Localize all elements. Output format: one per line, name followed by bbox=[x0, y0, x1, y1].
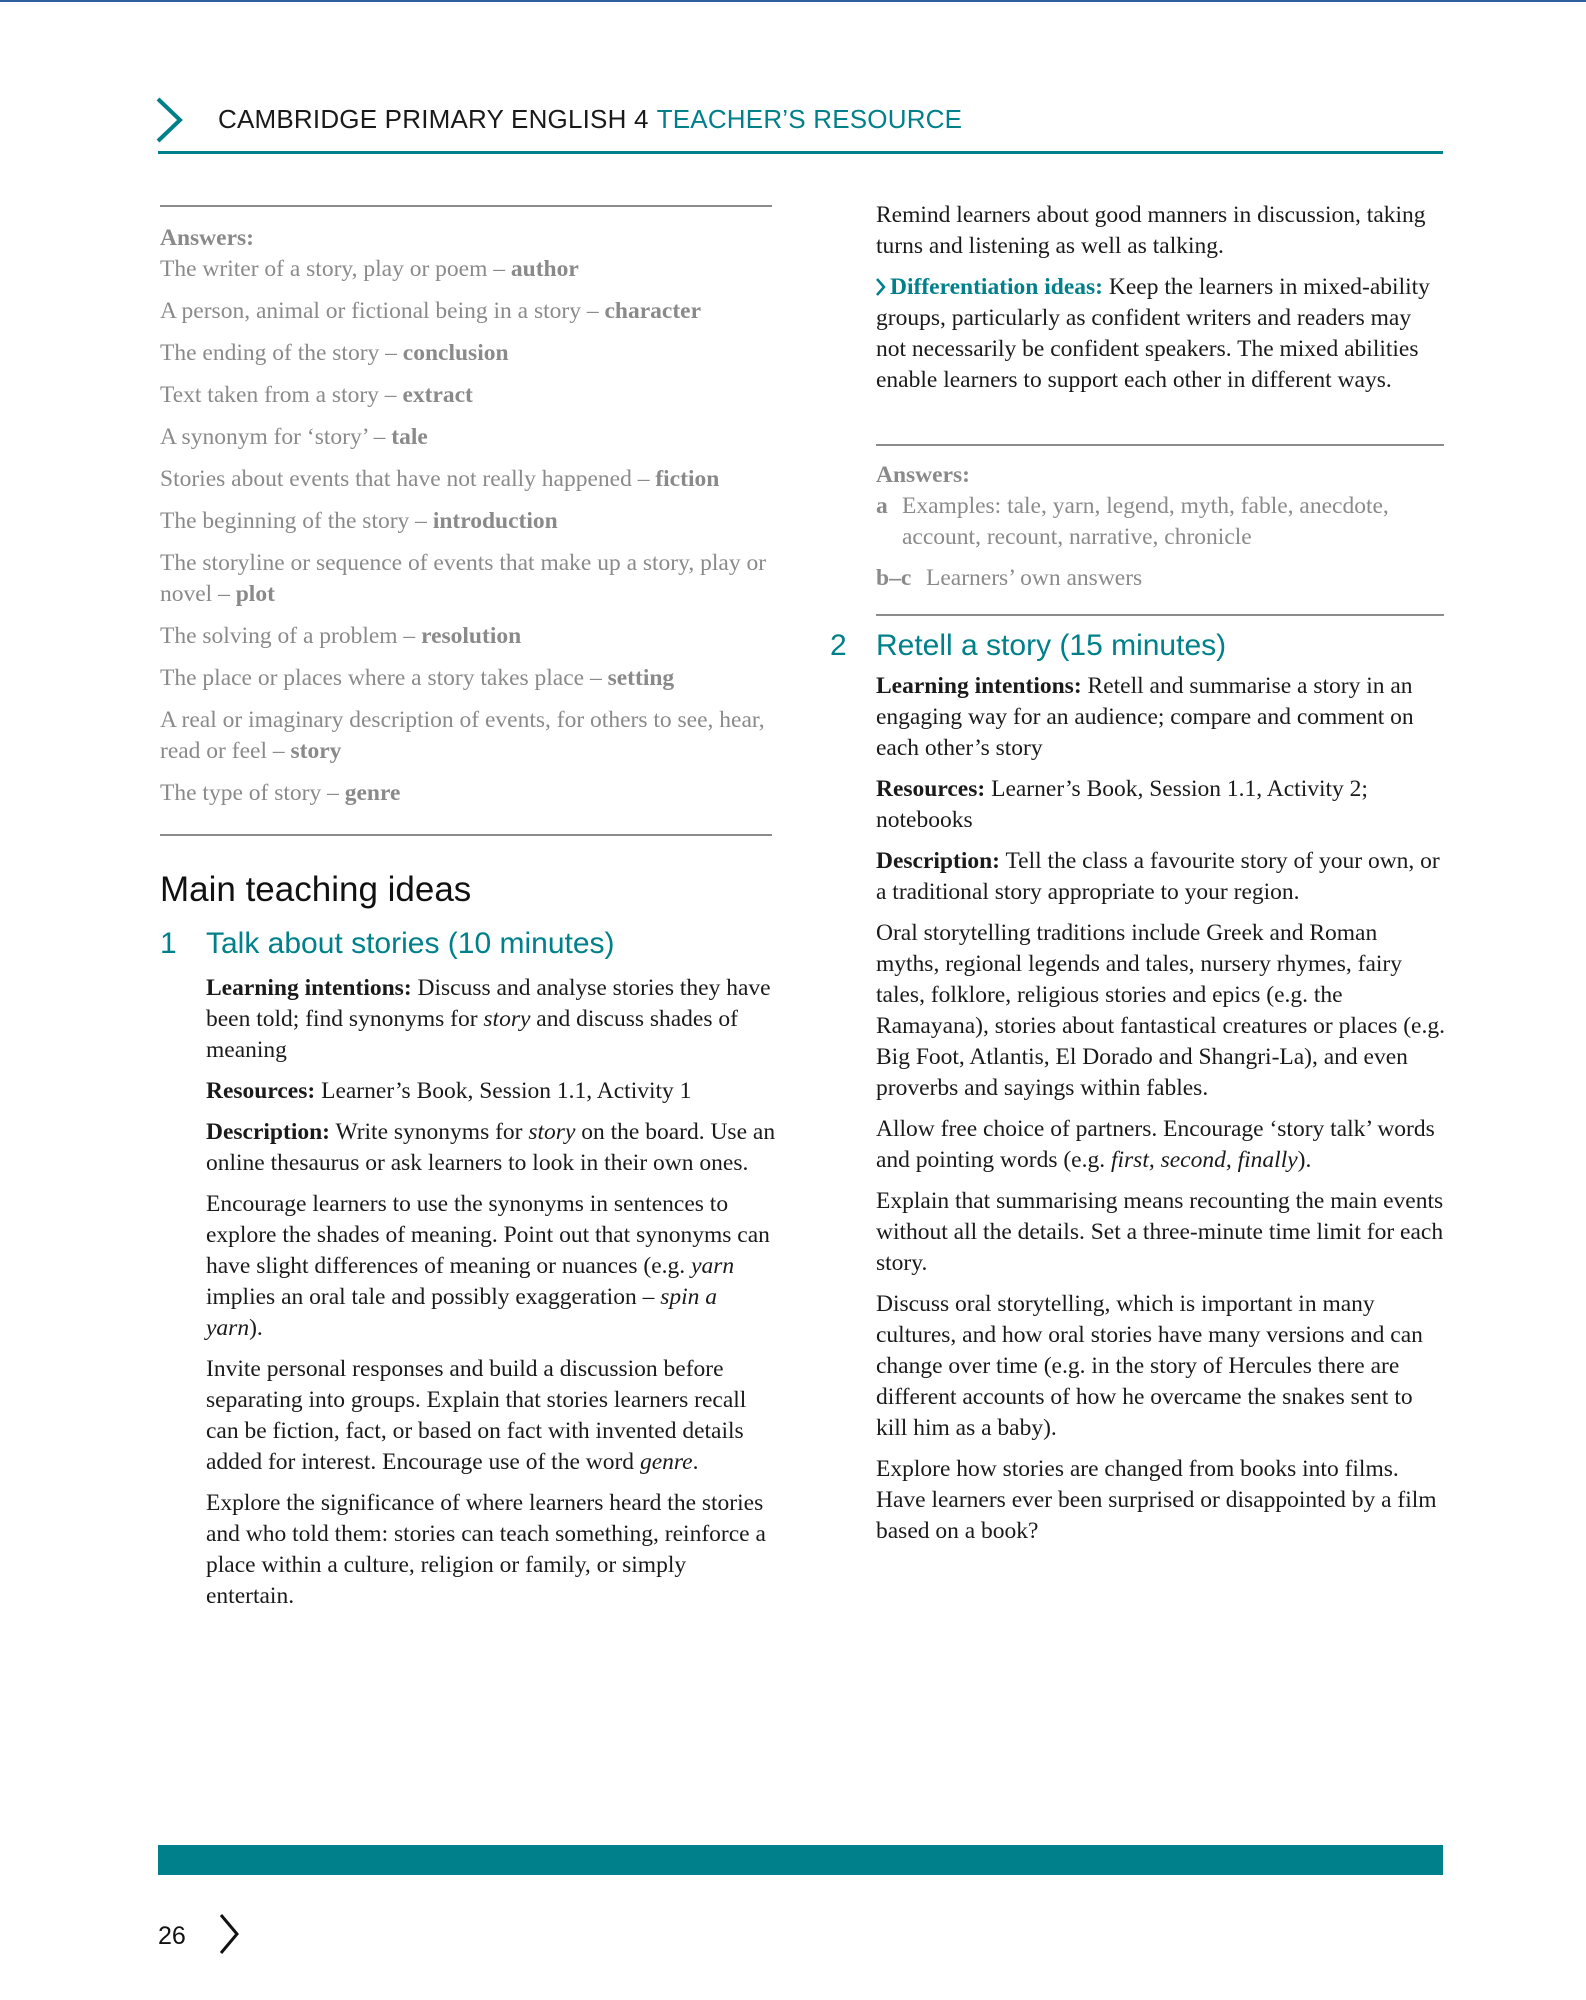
differentiation-ideas: Differentiation ideas: Keep the learners in mixed-ability groups, particularly as confident writers and readers may not necessarily be confident speakers. The mixed abilities enable learners to support each other in different ways. bbox=[876, 274, 1430, 393]
answers-label: Answers: bbox=[876, 462, 970, 488]
resource-title: TEACHER’S RESOURCE bbox=[656, 104, 963, 134]
answer-item: A synonym for ‘story’ – tale bbox=[160, 424, 428, 450]
paragraph: Explain that summarising means recounting the main events without all the details. Set a three-minute time limit for each story. bbox=[876, 1188, 1444, 1276]
answer-item: A real or imaginary description of events, for others to see, hear, read or feel – story bbox=[160, 707, 765, 764]
right-intro-block bbox=[876, 200, 1444, 406]
paragraph: Explore how stories are changed from books into films. Have learners ever been surprised or disappointed by a film based on a book? bbox=[876, 1456, 1437, 1544]
resources: Resources: Learner’s Book, Session 1.1, Activity 1 bbox=[206, 1078, 692, 1104]
footer-bar bbox=[158, 1845, 1443, 1875]
resources: Resources: Learner’s Book, Session 1.1, Activity 2; notebooks bbox=[876, 776, 1368, 833]
paragraph: Invite personal responses and build a discussion before separating into groups. Explain that stories learners recall can be fiction, fact, or based on fact with invented details added for interest. Encourage use of the word genre. bbox=[206, 1356, 747, 1475]
description: Description: Write synonyms for story on the board. Use an online thesaurus or ask learners to look in their own ones. bbox=[206, 1119, 776, 1176]
section-number: 1 bbox=[160, 927, 177, 960]
description: Description: Tell the class a favourite story of your own, or a traditional story appropriate to your region. bbox=[876, 848, 1440, 905]
paragraph: Encourage learners to use the synonyms in sentences to explore the shades of meaning. Point out that synonyms can have slight differences of meaning or nuances (e.g. yarn implies an oral tale and possibly exaggeration – spin a yarn). bbox=[206, 1191, 770, 1341]
section-2-heading bbox=[830, 629, 1226, 663]
paragraph: Oral storytelling traditions include Greek and Roman myths, regional legends and tales, nursery rhymes, fairy tales, folklore, religious stories and epics (e.g. the Ramayana), stories about fantastical creatures or places (e.g. Big Foot, Atlantis, El Dorado and Shangri-La), and even proverbs and sayings within fables. bbox=[876, 920, 1445, 1101]
section-number: 2 bbox=[830, 629, 847, 662]
answer-item: The writer of a story, play or poem – author bbox=[160, 256, 579, 282]
paragraph: Discuss oral storytelling, which is important in many cultures, and how oral stories have many versions and can change over time (e.g. in the story of Hercules there are different accounts of how he overcame the snakes sent to kill him as a baby). bbox=[876, 1291, 1423, 1441]
section-1-body bbox=[206, 973, 778, 1622]
answer-row: b–c Learners’ own answers bbox=[876, 565, 1143, 591]
answer-item: Text taken from a story – extract bbox=[160, 382, 473, 408]
section-2-body bbox=[876, 671, 1446, 1557]
answer-item: Stories about events that have not really happened – fiction bbox=[160, 466, 720, 492]
answer-item: The beginning of the story – introduction bbox=[160, 508, 558, 534]
chevron-right-icon bbox=[154, 96, 184, 144]
section-title: Talk about stories (10 minutes) bbox=[206, 927, 615, 960]
answer-item: The storyline or sequence of events that make up a story, play or novel – plot bbox=[160, 550, 767, 607]
page-header bbox=[154, 96, 1444, 156]
page-number: 26 bbox=[158, 1922, 186, 1950]
book-title: CAMBRIDGE PRIMARY ENGLISH 4 bbox=[218, 104, 649, 134]
answer-row: a Examples: tale, yarn, legend, myth, fable, anecdote, account, recount, narrative, chronicle bbox=[876, 493, 1389, 550]
chevron-right-icon bbox=[218, 1912, 240, 1956]
paragraph: Remind learners about good manners in discussion, taking turns and listening as well as talking. bbox=[876, 202, 1426, 259]
chevron-right-icon bbox=[876, 278, 886, 296]
top-border bbox=[0, 0, 1586, 2]
answers-box-right bbox=[876, 444, 1444, 616]
paragraph: Allow free choice of partners. Encourage ‘story talk’ words and pointing words (e.g. first, second, finally). bbox=[876, 1116, 1435, 1173]
main-teaching-ideas-heading: Main teaching ideas bbox=[160, 870, 472, 909]
answer-item: A person, animal or fictional being in a story – character bbox=[160, 298, 702, 324]
learning-intentions: Learning intentions: Retell and summarise a story in an engaging way for an audience; compare and comment on each other’s story bbox=[876, 673, 1414, 761]
answers-label: Answers: bbox=[160, 225, 254, 251]
header-rule bbox=[158, 151, 1443, 154]
answer-item: The type of story – genre bbox=[160, 780, 401, 806]
section-1-heading bbox=[160, 927, 615, 961]
answer-item: The place or places where a story takes place – setting bbox=[160, 665, 675, 691]
answer-item: The ending of the story – conclusion bbox=[160, 340, 509, 366]
answer-item: The solving of a problem – resolution bbox=[160, 623, 522, 649]
learning-intentions: Learning intentions: Discuss and analyse stories they have been told; find synonyms for story and discuss shades of meaning bbox=[206, 975, 771, 1063]
paragraph: Explore the significance of where learners heard the stories and who told them: stories can teach something, reinforce a place within a culture, religion or family, or simply entertain. bbox=[206, 1490, 766, 1609]
section-title: Retell a story (15 minutes) bbox=[876, 629, 1227, 662]
answers-box-left bbox=[160, 205, 772, 836]
running-title bbox=[218, 104, 962, 135]
